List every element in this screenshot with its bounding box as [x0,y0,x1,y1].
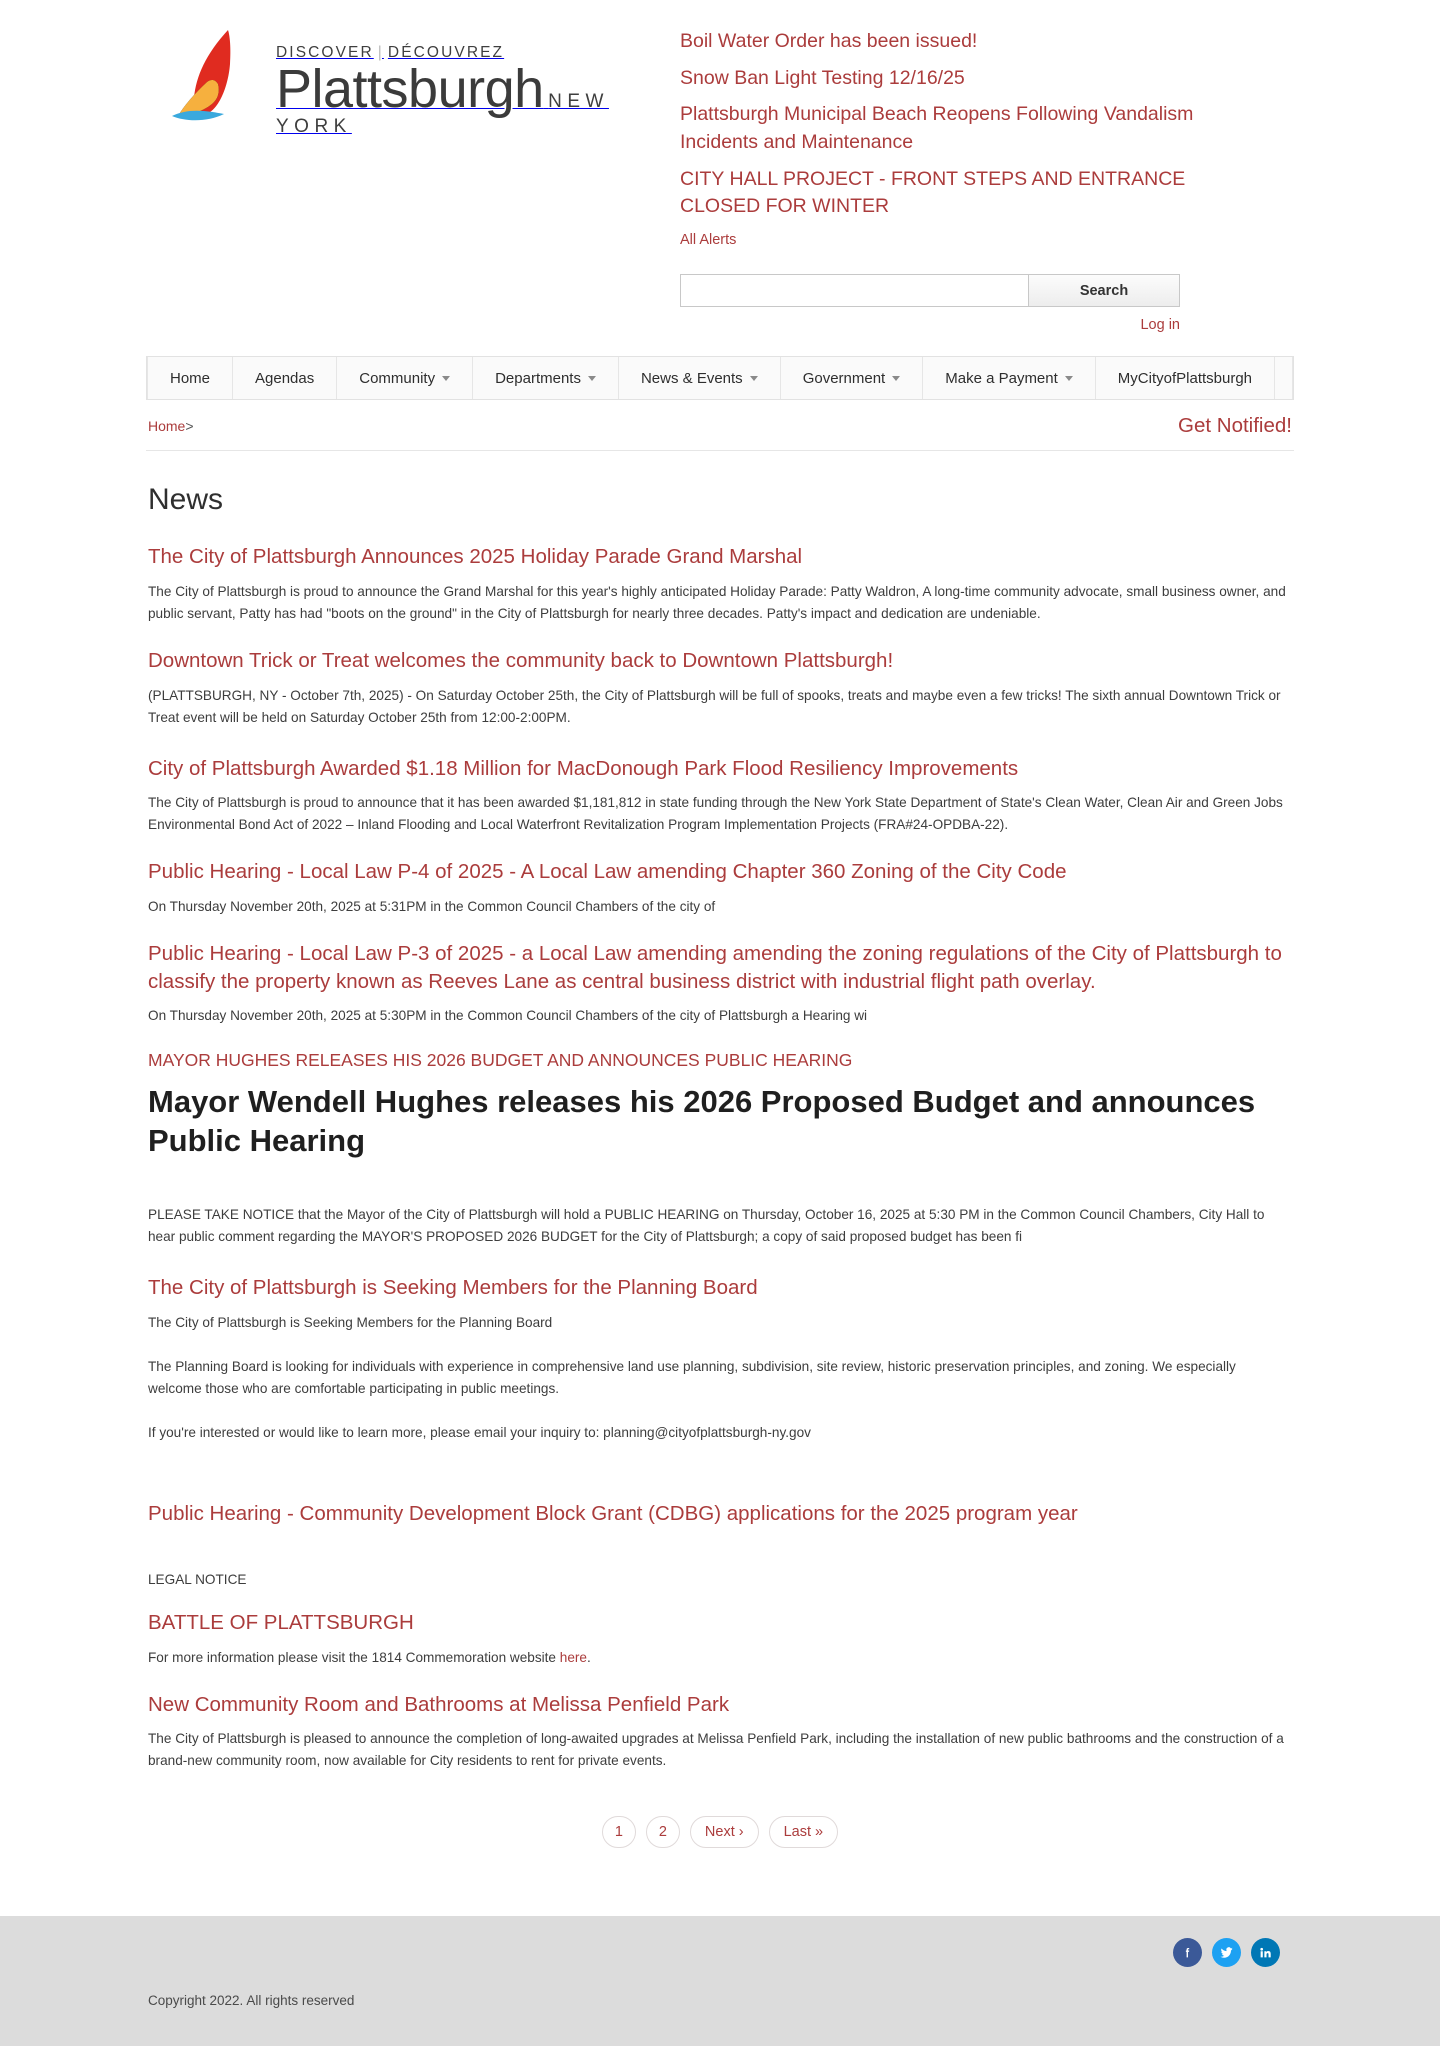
news-title-local-law-p3[interactable]: Public Hearing - Local Law P-3 of 2025 - a Local Law amending amending the zoning regulations of the City of Plattsburgh to classify the property known as Reeves Lane as central business district with industrial flight path overlay. [148,941,1282,993]
chevron-down-icon [442,376,450,381]
news-item-penfield [148,1691,1292,1773]
nav-label: MyCityofPlattsburgh [1117,369,1253,387]
news-title-trick-or-treat[interactable]: Downtown Trick or Treat welcomes the community back to Downtown Plattsburgh! [148,648,894,672]
nav-label: Departments [495,369,581,387]
nav-label: Make a Payment [945,369,1058,387]
here-link[interactable]: here [559,1649,587,1665]
login-row [680,316,1180,334]
alert-item-0[interactable]: Boil Water Order has been issued! [680,30,978,52]
news-title-holiday-parade[interactable]: The City of Plattsburgh Announces 2025 Holiday Parade Grand Marshal [148,545,803,569]
facebook-icon[interactable] [1173,1938,1202,1967]
news-item [148,755,1292,837]
sailboat-logo-icon [166,24,262,128]
copyright-text: Copyright 2022. All rights reserved [148,1993,355,2009]
site-logo[interactable] [146,10,666,138]
breadcrumb [148,418,194,434]
logo-tagline: DISCOVER | DÉCOUVREZ [276,44,505,61]
nav-item-agendas[interactable] [233,357,337,399]
twitter-icon[interactable] [1212,1938,1241,1967]
news-body: On Thursday November 20th, 2025 at 5:30PM in the Common Council Chambers of the city of Plattsburgh a Hearing wi [148,1008,868,1024]
nav-label: Community [359,369,436,387]
get-notified-link[interactable]: Get Notified! [1178,414,1292,438]
news-item [148,858,1292,918]
nav-label: News & Events [640,369,743,387]
site-footer [0,1916,1440,2046]
news-title-cdbg[interactable]: Public Hearing - Community Development Block Grant (CDBG) applications for the 2025 program year [148,1502,1078,1526]
nav-label: Government [802,369,886,387]
nav-label: Home [170,369,211,387]
all-alerts-link[interactable]: All Alerts [680,232,737,249]
nav-item-community[interactable] [337,357,473,399]
breadcrumb-separator: > [185,418,194,435]
breadcrumb-home[interactable]: Home [148,418,186,435]
news-item [148,647,1292,729]
pagination-last[interactable]: Last » [769,1816,839,1848]
social-links [146,1916,1294,1967]
news-title-planning-board[interactable]: The City of Plattsburgh is Seeking Members for the Planning Board [148,1276,758,1300]
nav-spacer [1275,357,1293,399]
search-button[interactable]: Search [1028,274,1180,307]
battle-body-before: For more information please visit the 1814 Commemoration website [148,1649,560,1665]
page-title: News [148,483,224,517]
pagination-next[interactable]: Next › [690,1816,759,1848]
news-title-macdonough-park[interactable]: City of Plattsburgh Awarded $1.18 Million for MacDonough Park Flood Resiliency Improvements [148,756,1019,780]
main-content [146,451,1294,1898]
nav-item-government[interactable] [781,357,924,399]
logo-wordmark [276,24,666,138]
news-body: The City of Plattsburgh is proud to announce the Grand Marshal for this year's highly anticipated Holiday Parade: Patty Waldron, A long-time community advocate, small business owner, and public servant, Patty has had "boots on the ground" in the City of Plattsburgh for nearly three decades. Patty's impact and dedication are undeniable. [148,583,1286,621]
planning-board-body-2: The Planning Board is looking for individuals with experience in comprehensive land use planning, subdivision, site review, historic preservation principles, and zoning. We especially welcome those who are comfortable participating in public meetings. [148,1359,1236,1397]
news-title-battle-of-plattsburgh[interactable]: BATTLE OF PLATTSBURGH [148,1610,414,1634]
news-item-planning-board [148,1274,1292,1444]
planning-board-body-1: The City of Plattsburgh is Seeking Members for the Planning Board [148,1315,553,1331]
news-body: The City of Plattsburgh is proud to announce that it has been awarded $1,181,812 in state funding through the New York State Department of State's Clean Water, Clean Air and Green Jobs Environmental Bond Act of 2022 – Inland Flooding and Local Waterfront Revitalization Program Implementation Projects (FRA#24-OPDBA-22). [148,795,1283,833]
battle-body-after: . [587,1649,591,1665]
section-gap [148,1538,1292,1572]
alert-item-3[interactable]: CITY HALL PROJECT - FRONT STEPS AND ENTRANCE CLOSED FOR WINTER [680,167,1186,218]
news-item-battle [148,1572,1292,1669]
news-title-mayor-budget[interactable]: MAYOR HUGHES RELEASES HIS 2026 BUDGET AND ANNOUNCES PUBLIC HEARING [148,1050,853,1071]
alert-item-1[interactable]: Snow Ban Light Testing 12/16/25 [680,66,965,89]
news-item [148,940,1292,1027]
pagination-page-1[interactable]: 1 [602,1816,636,1848]
legal-notice-label: LEGAL NOTICE [148,1571,247,1587]
news-body: (PLATTSBURGH, NY - October 7th, 2025) - On Saturday October 25th, the City of Plattsburgh will be full of spooks, treats and maybe even a few tricks! The sixth annual Downtown Trick or Treat event will be held on Saturday October 25th from 12:00-2:00PM. [148,687,1281,725]
chevron-down-icon [750,376,758,381]
login-link[interactable]: Log in [1140,317,1180,334]
chevron-down-icon [892,376,900,381]
section-gap [148,1466,1292,1500]
planning-board-body-3: If you're interested or would like to learn more, please email your inquiry to: planning@cityofplattsburgh-ny.gov [148,1425,811,1441]
mayor-budget-body: PLEASE TAKE NOTICE that the Mayor of the City of Plattsburgh will hold a PUBLIC HEARING on Thursday, October 16, 2025 at 5:30 PM in the Common Council Chambers, City Hall to hear public comment regarding the MAYOR'S PROPOSED 2026 BUDGET for the City of Plattsburgh; a copy of said proposed budget has been fi [148,1207,1265,1245]
header-right-column [666,10,1294,334]
mayor-budget-headline: Mayor Wendell Hughes releases his 2026 Proposed Budget and announces Public Hearing [148,1083,1256,1158]
chevron-down-icon [588,376,596,381]
battle-body [148,1647,1288,1669]
breadcrumb-bar [146,400,1294,451]
pagination [148,1816,1292,1848]
news-item-cdbg [148,1500,1292,1528]
search-input[interactable] [680,274,1028,307]
logo-state: NEW YORK [276,91,609,137]
chevron-down-icon [1065,376,1073,381]
news-title-penfield-park[interactable]: New Community Room and Bathrooms at Melissa Penfield Park [148,1692,730,1716]
nav-item-news-events[interactable] [619,357,781,399]
nav-item-departments[interactable] [473,357,619,399]
penfield-body: The City of Plattsburgh is pleased to announce the completion of long-awaited upgrades at Melissa Penfield Park, including the installation of new public bathrooms and the construction of a brand-new community room, now available for City residents to rent for private events. [148,1731,1284,1769]
search-form [680,274,1180,307]
linkedin-icon[interactable] [1251,1938,1280,1967]
alert-item-2[interactable]: Plattsburgh Municipal Beach Reopens Following Vandalism Incidents and Maintenance [680,103,1194,154]
news-item-mayor-budget [148,1049,1292,1248]
nav-item-make-a-payment[interactable] [923,357,1096,399]
news-body: On Thursday November 20th, 2025 at 5:31PM in the Common Council Chambers of the city of [148,898,716,914]
site-header [146,0,1294,334]
nav-bar [146,356,1294,400]
main-navigation [146,356,1294,400]
logo-city-name: Plattsburgh [276,59,544,119]
nav-item-home[interactable] [147,357,233,399]
footer-inner [146,1916,1294,2008]
nav-label: Agendas [255,369,315,387]
nav-item-mycityofplattsburgh[interactable] [1096,357,1275,399]
news-item [148,543,1292,625]
pagination-page-2[interactable]: 2 [646,1816,680,1848]
news-title-local-law-p4[interactable]: Public Hearing - Local Law P-4 of 2025 - A Local Law amending Chapter 360 Zoning of the City Code [148,860,1067,884]
